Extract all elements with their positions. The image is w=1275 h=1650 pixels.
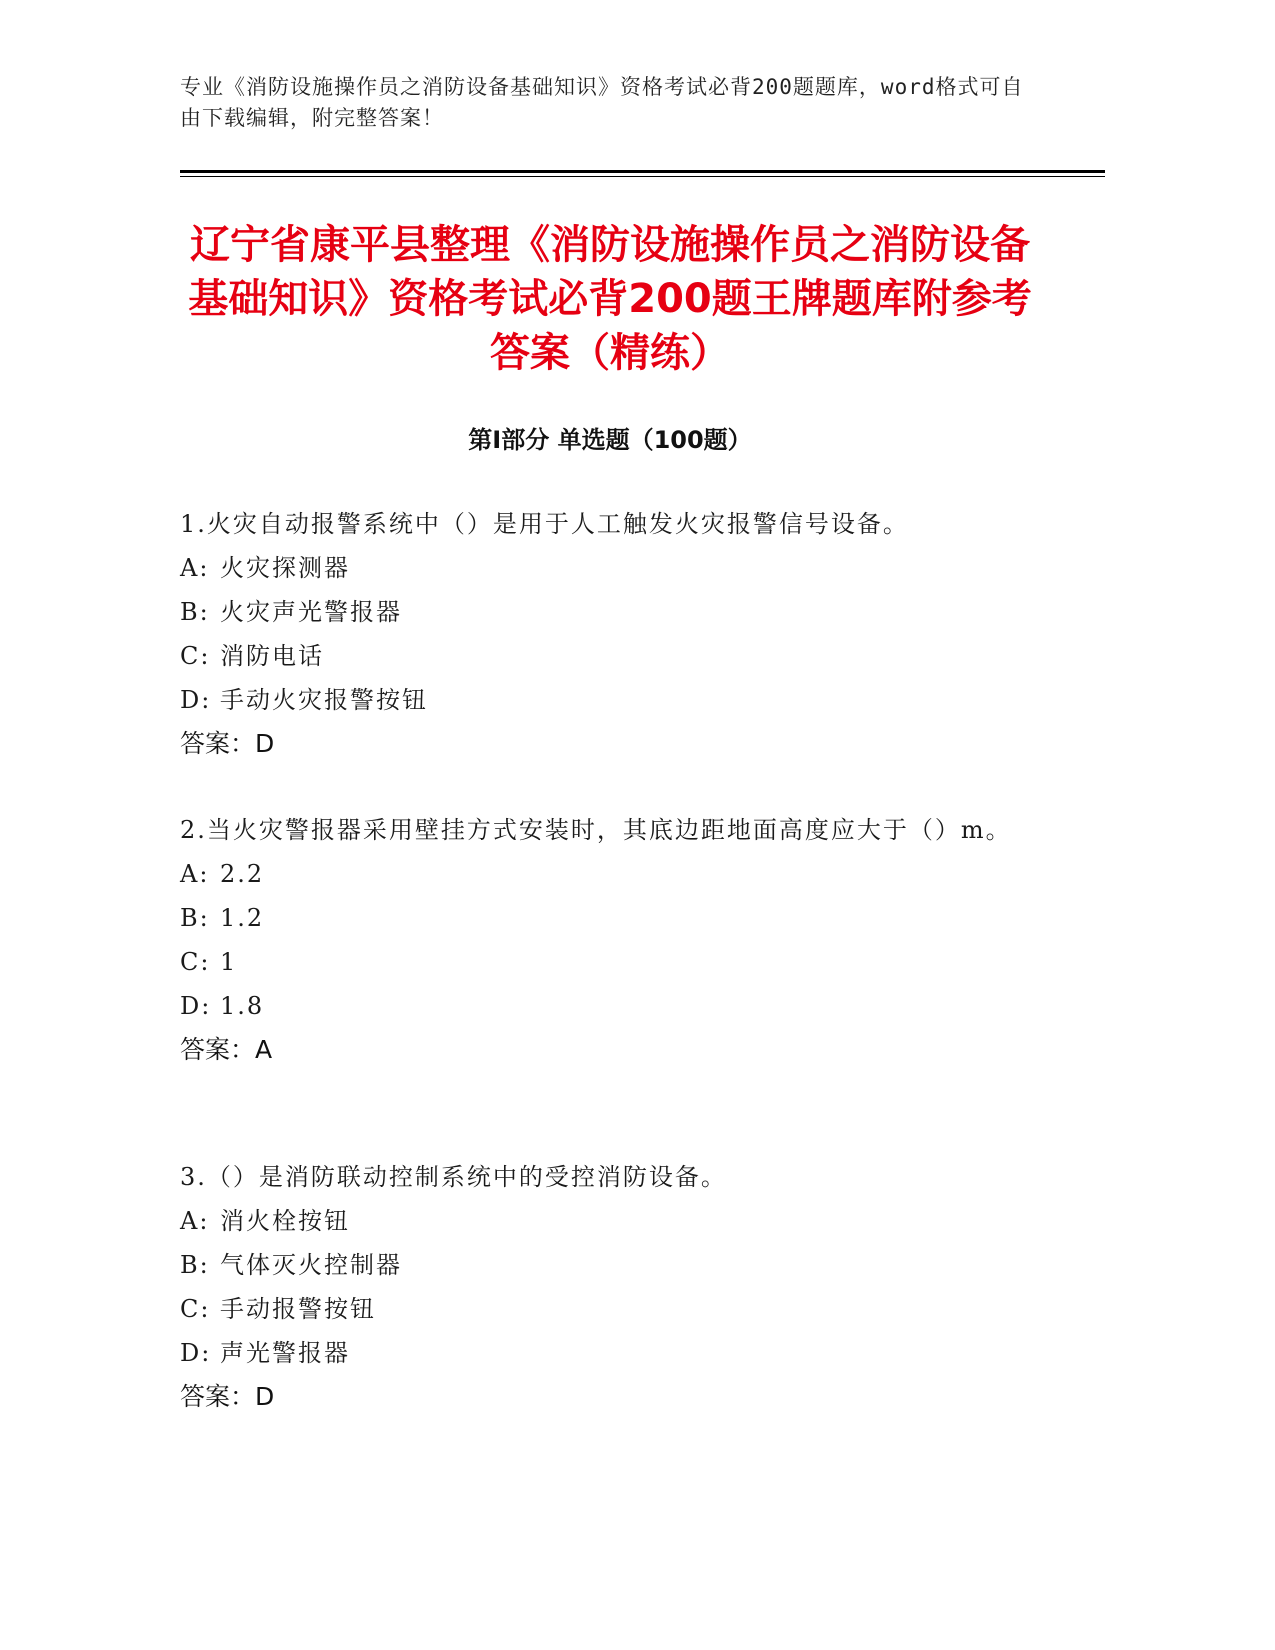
option-key: D:	[180, 1339, 212, 1367]
option-text: 声光警报器	[220, 1339, 350, 1367]
answer: 答案：A	[180, 1035, 273, 1064]
option-b	[180, 1243, 1050, 1287]
option-a	[180, 546, 1050, 590]
option-text: 2.2	[220, 860, 265, 888]
option-key: A:	[180, 554, 210, 582]
document-title: 辽宁省康平县整理《消防设施操作员之消防设备基础知识》资格考试必背200题王牌题库附参考答案（精练）	[188, 222, 1032, 376]
option-a	[180, 1199, 1050, 1243]
question-1	[180, 502, 1050, 766]
option-text: 手动火灾报警按钮	[220, 686, 428, 714]
option-b	[180, 896, 1050, 940]
option-key: C:	[180, 948, 211, 976]
header-note: 专业《消防设施操作员之消防设备基础知识》资格考试必背200题题库，word格式可自由下载编辑，附完整答案！	[180, 75, 1024, 130]
option-key: A:	[180, 860, 210, 888]
option-key: B:	[180, 904, 210, 932]
option-text: 手动报警按钮	[220, 1295, 376, 1323]
option-key: C:	[180, 642, 211, 670]
option-key: D:	[180, 686, 212, 714]
option-text: 消火栓按钮	[220, 1207, 350, 1235]
option-key: B:	[180, 1251, 210, 1279]
option-d	[180, 984, 1050, 1028]
option-text: 1.2	[220, 904, 265, 932]
question-2	[180, 808, 1050, 1072]
question-3	[180, 1155, 1050, 1419]
option-c	[180, 940, 1050, 984]
question-stem: 2.当火灾警报器采用壁挂方式安装时，其底边距地面高度应大于（）m。	[180, 816, 1012, 844]
option-a	[180, 852, 1050, 896]
option-text: 火灾探测器	[220, 554, 350, 582]
option-key: B:	[180, 598, 210, 626]
option-key: C:	[180, 1295, 211, 1323]
option-d	[180, 1331, 1050, 1375]
option-d	[180, 678, 1050, 722]
option-text: 消防电话	[220, 642, 324, 670]
question-stem: 3.（）是消防联动控制系统中的受控消防设备。	[180, 1163, 727, 1191]
option-key: A:	[180, 1207, 210, 1235]
option-c	[180, 634, 1050, 678]
option-b	[180, 590, 1050, 634]
section-title: 第I部分 单选题（100题）	[468, 426, 752, 454]
answer: 答案：D	[180, 729, 275, 758]
option-text: 1	[220, 948, 238, 976]
answer: 答案：D	[180, 1382, 275, 1411]
option-text: 火灾声光警报器	[220, 598, 402, 626]
header-divider-thin	[180, 176, 1105, 177]
option-text: 1.8	[220, 992, 265, 1020]
question-stem: 1.火灾自动报警系统中（）是用于人工触发火灾报警信号设备。	[180, 510, 909, 538]
option-text: 气体灭火控制器	[220, 1251, 402, 1279]
header-divider-thick	[180, 170, 1105, 173]
option-c	[180, 1287, 1050, 1331]
option-key: D:	[180, 992, 212, 1020]
